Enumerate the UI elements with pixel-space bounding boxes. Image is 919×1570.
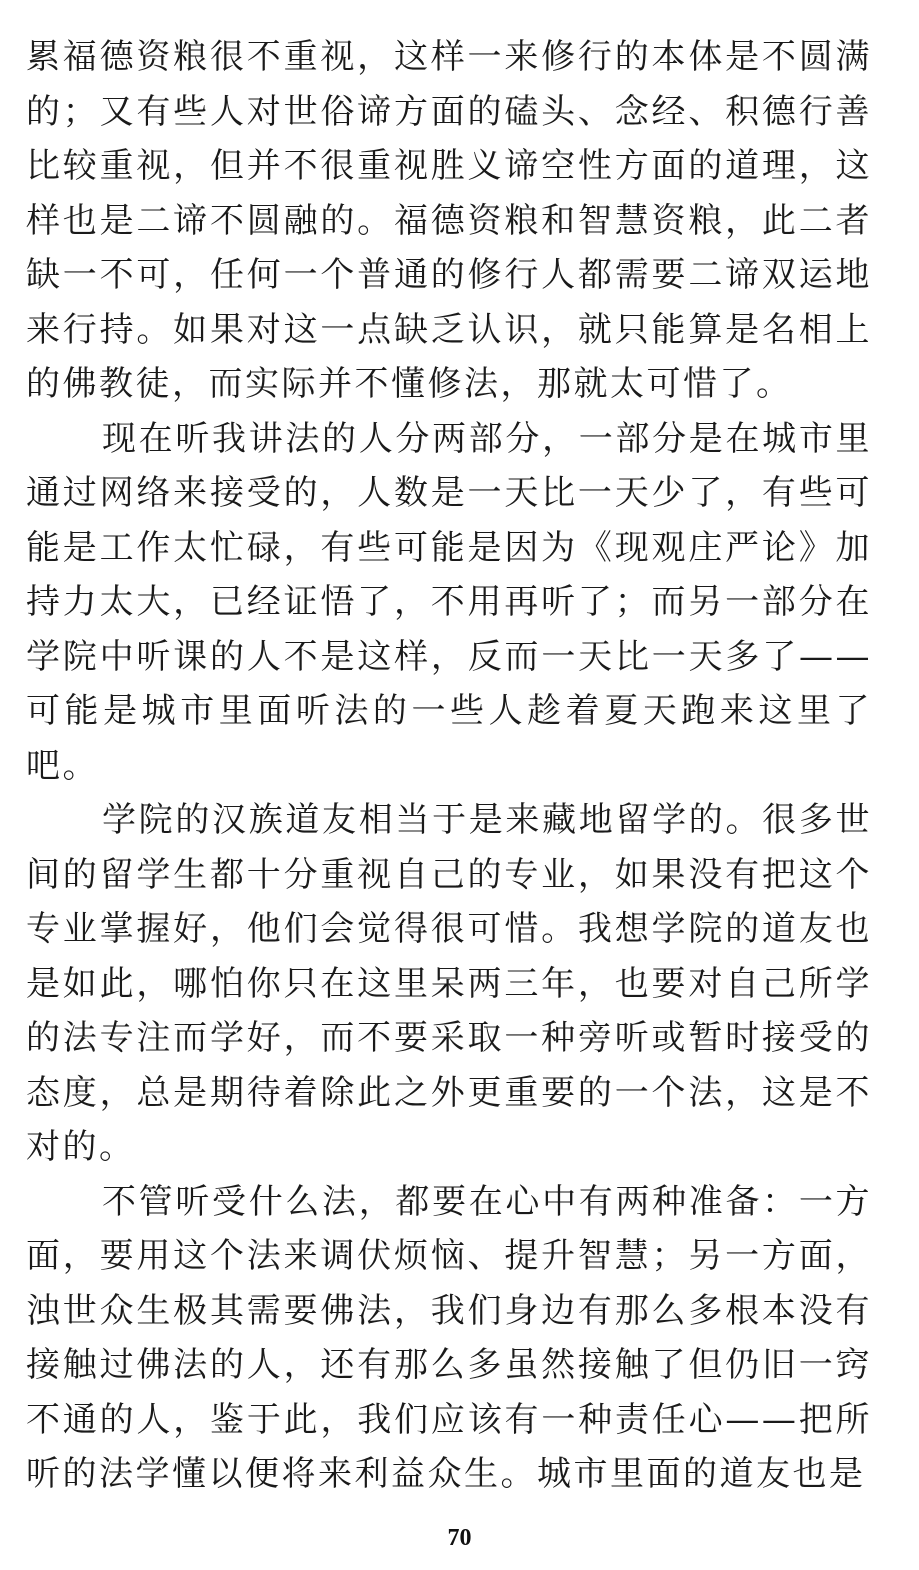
paragraph: 现在听我讲法的人分两部分，一部分是在城市里通过网络来接受的，人数是一天比一天少了，有些可能是工作太忙碌，有些可能是因为《现观庄严论》加持力太大，已经证悟了，不用再听了；而另一部分在学院中听课的人不是这样，反而一天比一天多了——可能是城市里面听法的一些人趁着夏天跑来这里了吧。 bbox=[26, 418, 872, 786]
paragraph: 学院的汉族道友相当于是来藏地留学的。很多世间的留学生都十分重视自己的专业，如果没有把这个专业掌握好，他们会觉得很可惜。我想学院的道友也是如此，哪怕你只在这里呆两三年，也要对自己所学的法专注而学好，而不要采取一种旁听或暂时接受的态度，总是期待着除此之外更重要的一个法，这是不对的。 bbox=[26, 800, 872, 1167]
paragraph: 不管听受什么法，都要在心中有两种准备：一方面，要用这个法来调伏烦恼、提升智慧；另一方面，浊世众生极其需要佛法，我们身边有那么多根本没有接触过佛法的人，还有那么多虽然接触了但仍旧一窍不通的人，鉴于此，我们应该有一种责任心——把所听的法学懂以便将来利益众生。城市里面的道友也是 bbox=[26, 1181, 872, 1494]
paragraph-continued: 累福德资粮很不重视，这样一来修行的本体是不圆满的；又有些人对世俗谛方面的磕头、念经、积德行善比较重视，但并不很重视胜义谛空性方面的道理，这样也是二谛不圆融的。福德资粮和智慧资粮，此二者缺一不可，任何一个普通的修行人都需要二谛双运地来行持。如果对这一点缺乏认识，就只能算是名相上的佛教徒，而实际并不懂修法，那就太可惜了。 bbox=[26, 37, 872, 404]
page-number: 70 bbox=[447, 1525, 472, 1551]
body-text bbox=[26, 30, 872, 1502]
